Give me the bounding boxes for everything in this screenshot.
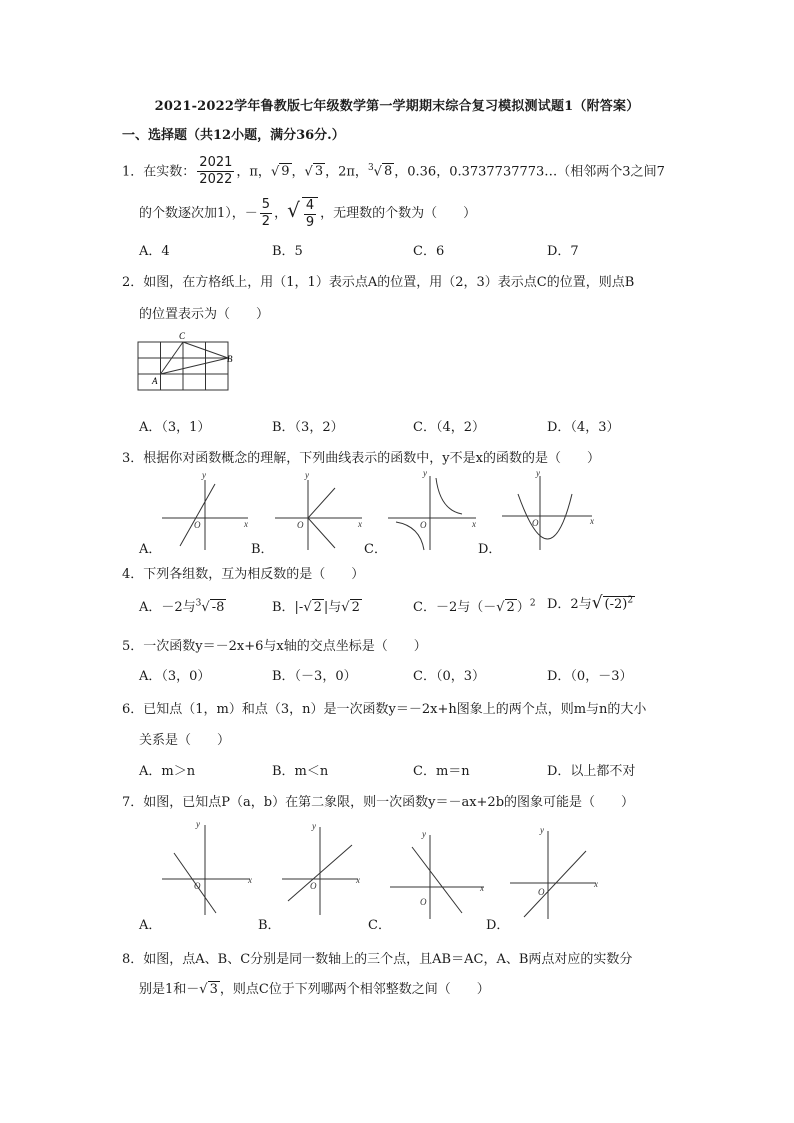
q3c-curve-right [436, 478, 462, 514]
q2-label-b: B [227, 354, 233, 364]
q1-line2a: 的个数逐次加1），－ [139, 206, 258, 221]
q7-graphs-figure [130, 815, 630, 920]
q6-option-d: D．以上都不对 [547, 764, 636, 779]
sqrt-sign: √ [199, 982, 208, 997]
q2-option-a: A．（3，1） [139, 420, 211, 435]
q4-option-a [139, 596, 226, 615]
q8-text-b: ，则点C位于下列哪两个相邻整数之间（ ） [219, 982, 490, 997]
q4d-radicand: (-2) [604, 597, 628, 612]
q3d-origin: O [532, 518, 539, 528]
q4a-text: A．－2与 [139, 600, 196, 615]
q1-line1 [122, 150, 665, 186]
page-title: 2021-2022学年鲁教版七年级数学第一学期期末综合复习模拟测试题1（附答案） [154, 99, 640, 114]
q3c-x-label: x [472, 519, 476, 529]
q5-option-a: A．（3，0） [139, 669, 211, 684]
q1-fraction-2021-2022 [197, 155, 234, 188]
sqrt-sign: √ [496, 600, 505, 615]
q1-line2b: ，无理数的个数为（ ） [320, 206, 477, 221]
section-heading: 一、选择题（共12小题，满分36分.） [122, 128, 345, 143]
q1-intro: 在实数： [143, 164, 196, 180]
q1-frac2-num: 5 [261, 197, 271, 212]
q7a-origin: O [194, 881, 201, 891]
q3a-curve [180, 484, 215, 546]
q3-line1 [122, 447, 600, 466]
q7-text: 如图，已知点P（a，b）在第二象限，则一次函数y＝－ax+2b的图象可能是（ ） [143, 795, 635, 810]
q2-option-c: C．（4，2） [413, 420, 485, 435]
q4-option-d [547, 593, 635, 613]
q4d-text: D．2与 [547, 597, 592, 612]
q6-line2: 关系是（ ） [139, 733, 231, 748]
q7-option-b: B． [258, 918, 281, 933]
q7c-y-label: y [422, 829, 426, 839]
q8-text-a: 别是1和－ [139, 982, 200, 997]
q4b-text-b: |与 [323, 600, 342, 615]
q1-option-b: B．5 [272, 244, 303, 259]
q4b-text-a: B．|- [272, 600, 304, 615]
q4-text: 下列各组数，互为相反数的是（ ） [143, 567, 365, 582]
q7b-origin: O [310, 881, 317, 891]
q2-option-d: D．（4，3） [547, 420, 620, 435]
q3b-y-label: y [305, 470, 309, 480]
q1-sep1: ，π， [236, 164, 271, 180]
q2-option-b: B．（3，2） [272, 420, 344, 435]
q6-option-c: C．m＝n [413, 764, 470, 779]
q1-tail: ，0.36，0.3737737773…（相邻两个3之间7 [394, 164, 665, 180]
q4c-text-b: ） [516, 600, 530, 615]
q1-sqrt3: 3 [314, 164, 324, 180]
q6-number: 6． [122, 702, 144, 717]
q4-option-c [413, 596, 536, 615]
q4-line1 [122, 563, 364, 582]
q1-option-a: A．4 [139, 244, 170, 259]
q7c-origin: O [420, 897, 427, 907]
sqrt-sign: √ [373, 164, 382, 180]
q1-fraction-5-2 [260, 197, 272, 230]
q3d-y-label: y [536, 468, 540, 478]
q1-cbrt-index: 3 [367, 163, 374, 173]
q6-text: 已知点（1，m）和点（3，n）是一次函数y＝－2x+h图象上的两个点，则m与n的大小 [143, 702, 647, 717]
q7d-x-label: x [594, 879, 598, 889]
q2-grid-figure [130, 328, 240, 398]
q1-frac-num: 2021 [199, 155, 233, 171]
q4b-radicand-1: 2 [313, 600, 322, 615]
q4c-exponent: 2 [529, 598, 536, 609]
q4d-exponent: 2 [627, 595, 634, 606]
q6-option-b: B．m＜n [272, 764, 329, 779]
q7d-y-label: y [540, 825, 544, 835]
sqrt-sign: √ [303, 600, 312, 615]
q8-radicand: 3 [209, 982, 218, 997]
q1-line2 [139, 192, 476, 228]
q8-line1 [122, 948, 632, 967]
q1-sqrt-fraction-4-9 [302, 197, 318, 231]
q5-line1 [122, 635, 427, 654]
q3c-y-label: y [423, 468, 427, 478]
q1-sqrt9: 9 [281, 164, 290, 180]
q1-option-d: D．7 [547, 244, 579, 259]
q6-option-a: A．m＞n [139, 764, 196, 779]
q2-label-a: A [152, 376, 158, 386]
q4-option-b [272, 596, 362, 615]
q4a-cbrt-index: 3 [195, 598, 202, 609]
q3a-origin: O [194, 520, 201, 530]
q7c-x-label: x [480, 883, 484, 893]
q7d-line [524, 851, 586, 917]
q3a-x-label: x [244, 519, 248, 529]
q3c-origin: O [420, 520, 427, 530]
q2-text: 如图，在方格纸上，用（1，1）表示点A的位置，用（2，3）表示点C的位置，则点B [143, 275, 635, 290]
sqrt-sign: √ [304, 164, 313, 180]
q7-option-c: C． [368, 918, 391, 933]
q3b-origin: O [297, 520, 304, 530]
q7-option-d: D． [486, 918, 510, 933]
q4a-radicand: -8 [211, 600, 225, 615]
sqrt-sign: √ [341, 600, 350, 615]
q7-option-a: A． [139, 918, 162, 933]
q2-number: 2． [122, 275, 144, 290]
q7a-y-label: y [196, 819, 200, 829]
q6-line1 [122, 698, 646, 717]
q3-text: 根据你对函数概念的理解，下列曲线表示的函数中，y不是x的函数的是（ ） [143, 451, 600, 466]
q1-sep4: ， [274, 206, 288, 221]
q3-option-a: A． [139, 542, 162, 557]
sqrt-sign: √ [270, 164, 280, 180]
q1-option-c: C．6 [413, 244, 445, 259]
q8-line2 [139, 978, 490, 997]
q3-option-c: C． [364, 542, 387, 557]
q5-text: 一次函数y＝－2x+6与x轴的交点坐标是（ ） [143, 639, 427, 654]
q3-option-b: B． [251, 542, 274, 557]
q8-number: 8． [122, 952, 144, 967]
q4d-radical [603, 596, 636, 612]
q4c-radicand: 2 [506, 600, 515, 615]
q3d-x-label: x [590, 516, 594, 526]
q8-text: 如图，点A、B、C分别是同一数轴上的三个点，且AB＝AC，A、B两点对应的实数分 [143, 952, 633, 967]
q5-option-b: B．（－3，0） [272, 669, 357, 684]
q1-sep2: ， [291, 164, 305, 180]
q7a-x-label: x [248, 875, 252, 885]
q7d-origin: O [538, 887, 545, 897]
q5-number: 5． [122, 639, 144, 654]
sqrt-sign: √ [287, 198, 300, 222]
q1-frac3-num: 4 [305, 197, 315, 213]
q2-line2: 的位置表示为（ ） [139, 307, 270, 322]
q1-frac-den: 2022 [199, 172, 233, 188]
q4-number: 4． [122, 567, 144, 582]
q7b-y-label: y [312, 821, 316, 831]
q1-sep3: ，2π， [325, 164, 368, 180]
q4b-radicand-2: 2 [351, 600, 360, 615]
q3a-y-label: y [202, 470, 206, 480]
sqrt-sign: √ [201, 600, 210, 615]
q1-number: 1． [122, 164, 144, 180]
q3-option-d: D． [478, 542, 502, 557]
q5-option-c: C．（0，3） [413, 669, 485, 684]
q1-frac2-den: 2 [261, 214, 271, 229]
q7b-x-label: x [356, 875, 360, 885]
q5-option-d: D．（0，－3） [547, 669, 633, 684]
q2-line1 [122, 271, 634, 290]
q3-number: 3． [122, 451, 144, 466]
q1-cbrt-value: 8 [383, 164, 393, 180]
sqrt-sign: √ [591, 593, 603, 613]
q7-line1 [122, 791, 634, 810]
q3b-x-label: x [358, 519, 362, 529]
q2-label-c: C [179, 331, 186, 341]
q7-number: 7． [122, 795, 144, 810]
q1-frac3-den: 9 [305, 214, 315, 230]
q4c-text-a: C．－2与（－ [413, 600, 497, 615]
